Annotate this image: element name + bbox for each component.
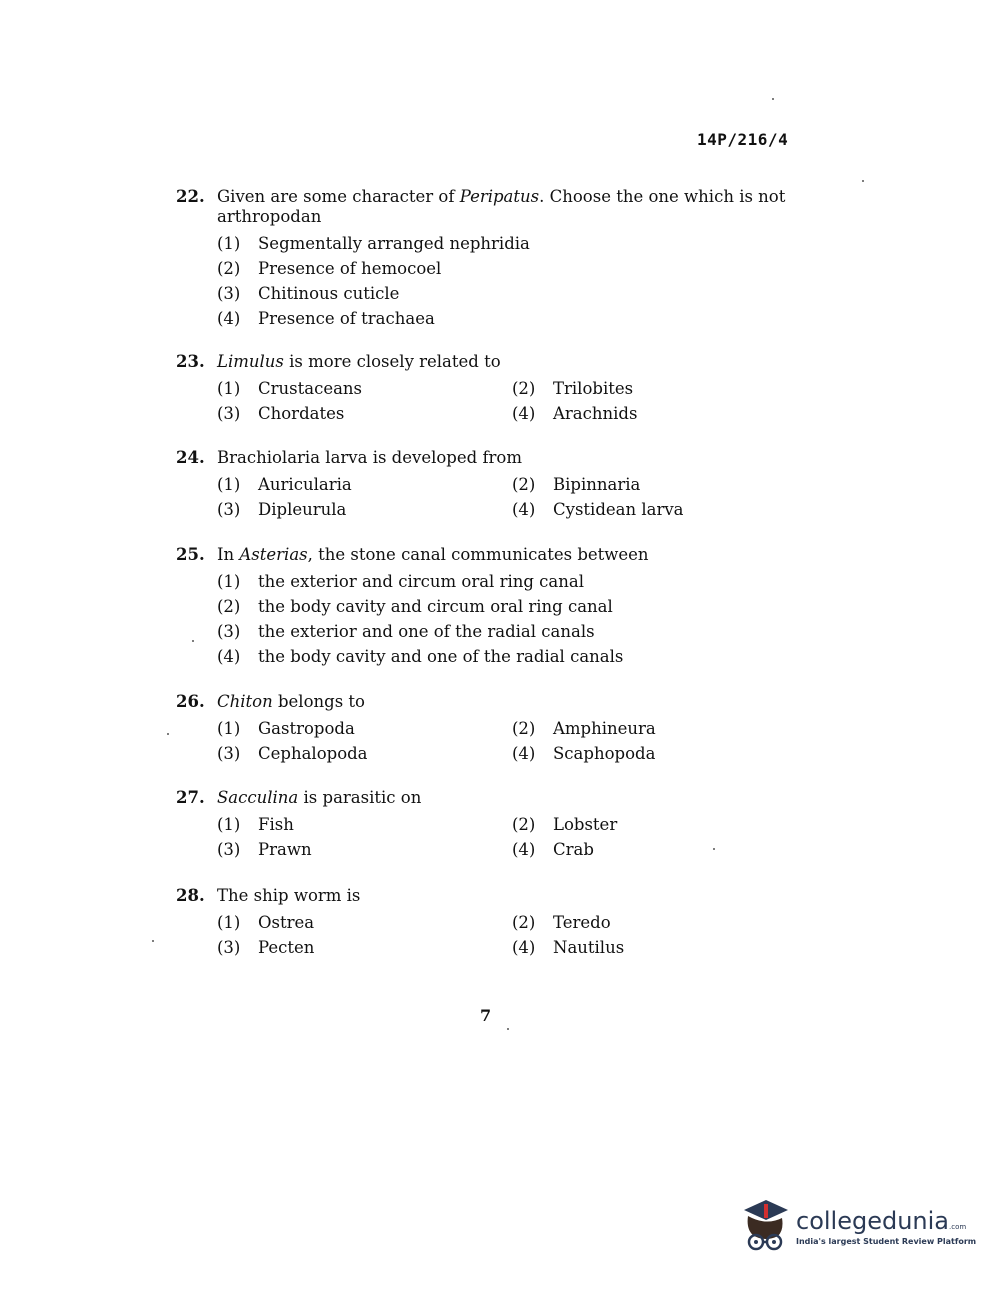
option-3: (3) Prawn bbox=[217, 840, 312, 859]
question-number: 26. bbox=[176, 692, 205, 711]
option-2: (2) Trilobites bbox=[512, 379, 634, 398]
watermark-tagline: India's largest Student Review Platform bbox=[796, 1236, 977, 1246]
scan-speck bbox=[772, 98, 774, 100]
question-26 bbox=[176, 692, 806, 766]
option-1: (1) Ostrea bbox=[217, 913, 315, 932]
option-3: (3) Pecten bbox=[217, 938, 315, 957]
question-number: 25. bbox=[176, 545, 205, 564]
question-text: In Asterias, the stone canal communicates between bbox=[217, 545, 649, 564]
scan-speck bbox=[192, 640, 194, 642]
option-4: (4) the body cavity and one of the radial canals bbox=[217, 647, 624, 666]
question-number: 24. bbox=[176, 448, 205, 467]
collegedunia-watermark bbox=[736, 1196, 976, 1256]
option-2: (2) Amphineura bbox=[512, 719, 656, 738]
scan-speck bbox=[862, 180, 864, 182]
option-2: (2) Lobster bbox=[512, 815, 618, 834]
option-3: (3) Chitinous cuticle bbox=[217, 284, 400, 303]
option-1: (1) Auricularia bbox=[217, 475, 352, 494]
option-3: (3) Chordates bbox=[217, 404, 345, 423]
option-3: (3) the exterior and one of the radial canals bbox=[217, 622, 595, 641]
scan-speck bbox=[713, 848, 715, 850]
option-2: (2) Teredo bbox=[512, 913, 611, 932]
question-text: Sacculina is parasitic on bbox=[217, 788, 422, 807]
question-text: Limulus is more closely related to bbox=[217, 352, 501, 371]
paper-code: 14P/216/4 bbox=[697, 130, 789, 149]
question-text: Brachiolaria larva is developed from bbox=[217, 448, 523, 467]
watermark-suffix: .com bbox=[949, 1222, 967, 1231]
option-4: (4) Scaphopoda bbox=[512, 744, 656, 763]
question-25 bbox=[176, 545, 806, 669]
options-grid bbox=[217, 812, 806, 862]
watermark-name: collegedunia bbox=[796, 1206, 950, 1235]
scan-speck bbox=[507, 1028, 509, 1030]
option-3: (3) Cephalopoda bbox=[217, 744, 368, 763]
option-2: (2) Bipinnaria bbox=[512, 475, 641, 494]
option-4: (4) Presence of trachaea bbox=[217, 309, 435, 328]
option-1: (1) Crustaceans bbox=[217, 379, 363, 398]
option-3: (3) Dipleurula bbox=[217, 500, 347, 519]
option-4: (4) Nautilus bbox=[512, 938, 625, 957]
options-grid bbox=[217, 910, 806, 960]
options-list bbox=[217, 231, 806, 331]
option-4: (4) Cystidean larva bbox=[512, 500, 684, 519]
page-number: 7 bbox=[480, 1006, 492, 1025]
question-number: 27. bbox=[176, 788, 205, 807]
option-1: (1) Segmentally arranged nephridia bbox=[217, 234, 530, 253]
question-text: Given are some character of Peripatus. Choose the one which is not arthropodan bbox=[217, 187, 786, 226]
option-4: (4) Crab bbox=[512, 840, 594, 859]
option-2: (2) Presence of hemocoel bbox=[217, 259, 442, 278]
question-23 bbox=[176, 352, 806, 426]
question-number: 28. bbox=[176, 886, 205, 905]
option-1: (1) Gastropoda bbox=[217, 719, 355, 738]
student-mascot-icon bbox=[736, 1196, 792, 1256]
scan-speck bbox=[152, 940, 154, 942]
scan-speck bbox=[167, 733, 169, 735]
options-grid bbox=[217, 376, 806, 426]
option-1: (1) the exterior and circum oral ring canal bbox=[217, 572, 584, 591]
option-2: (2) the body cavity and circum oral ring canal bbox=[217, 597, 613, 616]
question-27 bbox=[176, 788, 806, 862]
options-grid bbox=[217, 716, 806, 766]
question-text: The ship worm is bbox=[217, 886, 361, 905]
option-4: (4) Arachnids bbox=[512, 404, 638, 423]
question-text: Chiton belongs to bbox=[217, 692, 365, 711]
question-number: 22. bbox=[176, 187, 205, 206]
question-24 bbox=[176, 448, 806, 522]
question-28 bbox=[176, 886, 806, 960]
options-grid bbox=[217, 472, 806, 522]
question-22 bbox=[176, 187, 806, 331]
options-list bbox=[217, 569, 806, 669]
question-number: 23. bbox=[176, 352, 205, 371]
option-1: (1) Fish bbox=[217, 815, 294, 834]
